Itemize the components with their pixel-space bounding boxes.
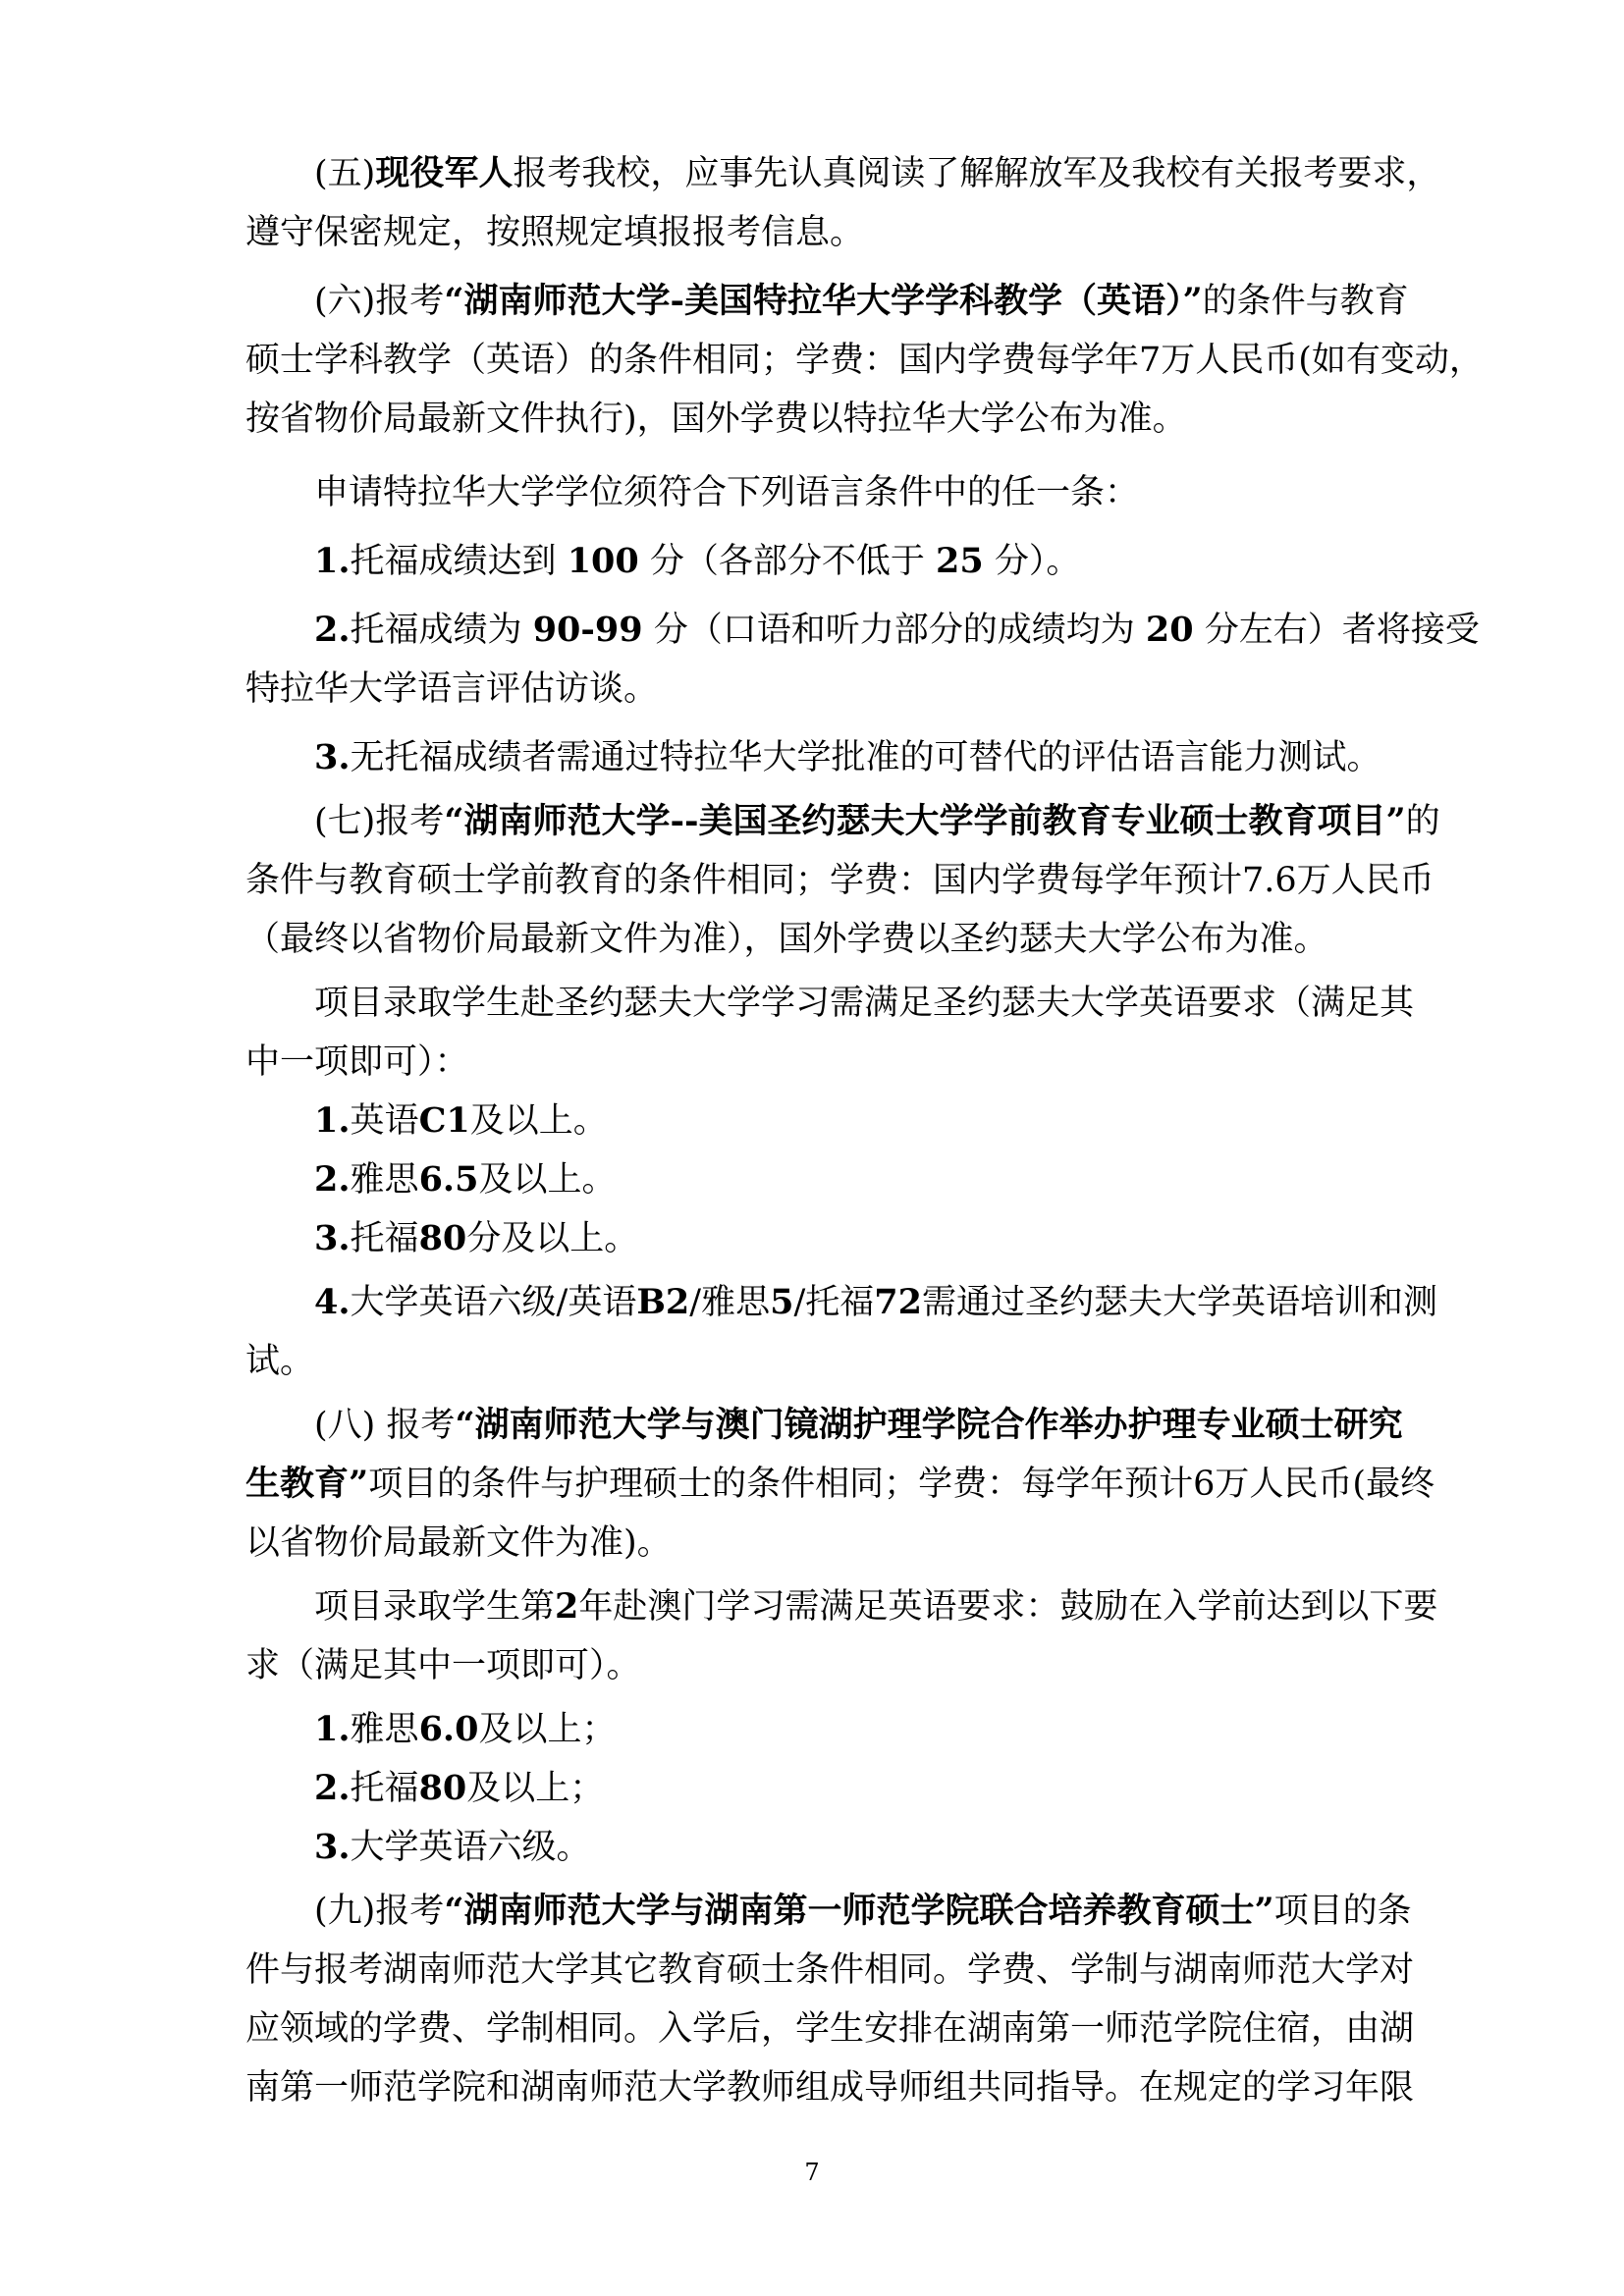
text-line xyxy=(245,2063,1415,2112)
text-line xyxy=(245,336,1484,385)
text-run: 遵守保密规定，按照规定填报报考信息。 xyxy=(245,213,865,252)
text-line xyxy=(314,1401,1403,1450)
text-run: 大学英语六级。 xyxy=(350,1828,591,1867)
bold-text: 1. xyxy=(314,1100,351,1141)
bold-text: 3. xyxy=(314,1827,351,1867)
text-run: 应领域的学费、学制相同。入学后，学生安排在湖南第一师范学院住宿，由湖 xyxy=(245,2009,1415,2049)
bold-text: 现役军人 xyxy=(375,153,514,193)
text-run: (八) 报考 xyxy=(314,1406,456,1445)
text-line xyxy=(314,1887,1412,1936)
text-run: 按省物价局最新文件执行)，国外学费以特拉华大学公布为准。 xyxy=(245,400,1187,439)
page-number: 7 xyxy=(804,2159,820,2186)
text-run: 项目录取学生第 xyxy=(314,1587,556,1627)
text-line xyxy=(245,1946,1415,1995)
text-run: 及以上。 xyxy=(478,1160,617,1200)
text-run: 条件与教育硕士学前教育的条件相同；学费：国内学费每学年预计7.6万人民币 xyxy=(245,861,1435,900)
text-run: 托福 xyxy=(350,1219,419,1258)
bold-text: 2. xyxy=(314,1159,351,1200)
bold-text: 90-99 xyxy=(532,610,643,650)
text-line xyxy=(314,1764,1384,1813)
bold-text: B2 xyxy=(636,1282,690,1322)
text-run: (五) xyxy=(314,154,376,193)
text-run: （最终以省物价局最新文件为准），国外学费以圣约瑟夫大学公布为准。 xyxy=(245,920,1328,959)
text-run: 分左右）者将接受 xyxy=(1193,611,1480,650)
text-line xyxy=(245,208,1384,257)
bold-text: 5 xyxy=(770,1282,794,1322)
text-line xyxy=(245,665,1384,714)
text-run: 大学英语六级/英语 xyxy=(350,1283,637,1322)
text-line xyxy=(314,979,1415,1028)
text-run: (六)报考 xyxy=(314,282,445,321)
text-run: 件与报考湖南师范大学其它教育硕士条件相同。学费、学制与湖南师范大学对 xyxy=(245,1950,1415,1990)
text-run: 的条件与教育 xyxy=(1202,282,1409,321)
text-line xyxy=(314,149,1441,198)
text-line xyxy=(314,797,1440,846)
text-run: 求（满足其中一项即可）。 xyxy=(245,1646,641,1685)
bold-text: 2. xyxy=(314,610,351,650)
text-line xyxy=(245,856,1435,905)
bold-text: C1 xyxy=(418,1100,470,1141)
text-run: 分（口语和听力部分的成绩均为 xyxy=(642,611,1146,650)
text-run: (九)报考 xyxy=(314,1892,445,1931)
text-run: 需通过圣约瑟夫大学英语培训和测 xyxy=(921,1283,1437,1322)
bold-text: “湖南师范大学-美国特拉华大学学科教学（英语）” xyxy=(444,281,1203,321)
bold-text: 3. xyxy=(314,1218,351,1258)
text-run: 分（各部分不低于 xyxy=(638,542,937,581)
text-line xyxy=(245,915,1384,964)
bold-text: 6.5 xyxy=(418,1159,479,1200)
bold-text: 72 xyxy=(874,1282,922,1322)
text-run: 雅思 xyxy=(350,1710,419,1749)
text-run: 雅思 xyxy=(350,1160,419,1200)
bold-text: 100 xyxy=(567,541,639,581)
text-run: 南第一师范学院和湖南师范大学教师组成导师组共同指导。在规定的学习年限 xyxy=(245,2068,1415,2108)
text-line xyxy=(314,537,1384,586)
text-line xyxy=(314,1278,1437,1327)
text-line xyxy=(314,277,1409,326)
bold-text: “湖南师范大学--美国圣约瑟夫大学学前教育专业硕士教育项目” xyxy=(444,801,1406,841)
text-run: 及以上； xyxy=(466,1769,605,1808)
text-line xyxy=(314,733,1384,782)
bold-text: 1. xyxy=(314,1709,351,1749)
text-line xyxy=(245,1038,1384,1087)
text-line xyxy=(245,395,1384,444)
bold-text: 25 xyxy=(936,541,984,581)
bold-text: 生教育” xyxy=(245,1464,369,1504)
bold-text: 6.0 xyxy=(418,1709,479,1749)
text-run: 项目的条 xyxy=(1273,1892,1412,1931)
text-line xyxy=(314,1214,1384,1263)
text-run: 分及以上。 xyxy=(466,1219,639,1258)
text-line xyxy=(245,1460,1435,1509)
bold-text: 20 xyxy=(1145,610,1194,650)
text-run: 项目录取学生赴圣约瑟夫大学学习需满足圣约瑟夫大学英语要求（满足其 xyxy=(314,984,1415,1023)
text-run: 硕士学科教学（英语）的条件相同；学费：国内学费每学年7万人民币(如有变动， xyxy=(245,341,1484,380)
text-run: 以省物价局最新文件为准)。 xyxy=(245,1523,672,1563)
text-line xyxy=(245,1337,1384,1386)
text-run: 项目的条件与护理硕士的条件相同；学费：每学年预计6万人民币(最终 xyxy=(368,1465,1435,1504)
text-line xyxy=(314,606,1480,655)
text-line xyxy=(314,1582,1438,1631)
bold-text: 80 xyxy=(418,1768,467,1808)
bold-text: “湖南师范大学与湖南第一师范学院联合培养教育硕士” xyxy=(444,1891,1274,1931)
text-line xyxy=(314,1155,1384,1204)
text-run: 报考我校，应事先认真阅读了解解放军及我校有关报考要求， xyxy=(513,154,1441,193)
bold-text: 4. xyxy=(314,1282,351,1322)
text-run: 无托福成绩者需通过特拉华大学批准的可替代的评估语言能力测试。 xyxy=(350,738,1381,777)
text-line xyxy=(314,468,1384,517)
text-line xyxy=(245,1519,1384,1568)
text-run: 英语 xyxy=(350,1101,419,1141)
bold-text: 3. xyxy=(314,737,351,777)
bold-text: 2. xyxy=(314,1768,351,1808)
text-run: 特拉华大学语言评估访谈。 xyxy=(245,669,659,709)
text-run: /托福 xyxy=(793,1283,875,1322)
text-run: 及以上。 xyxy=(469,1101,608,1141)
bold-text: 2 xyxy=(555,1586,579,1627)
text-run: 分）。 xyxy=(983,542,1081,581)
text-line xyxy=(245,1641,1384,1690)
text-run: 托福成绩为 xyxy=(350,611,533,650)
text-run: /雅思 xyxy=(689,1283,771,1322)
text-line xyxy=(245,2004,1415,2054)
bold-text: 1. xyxy=(314,541,351,581)
text-run: 的 xyxy=(1405,802,1440,841)
text-run: 年赴澳门学习需满足英语要求：鼓励在入学前达到以下要 xyxy=(578,1587,1438,1627)
text-run: 中一项即可）： xyxy=(245,1042,469,1082)
bold-text: 80 xyxy=(418,1218,467,1258)
text-run: (七)报考 xyxy=(314,802,445,841)
text-run: 托福成绩达到 xyxy=(350,542,568,581)
text-run: 申请特拉华大学学位须符合下列语言条件中的任一条： xyxy=(314,473,1140,512)
text-line xyxy=(314,1705,1384,1754)
text-run: 试。 xyxy=(245,1342,315,1381)
text-run: 及以上； xyxy=(478,1710,617,1749)
text-run: 托福 xyxy=(350,1769,419,1808)
bold-text: “湖南师范大学与澳门镜湖护理学院合作举办护理专业硕士研究 xyxy=(455,1405,1403,1445)
text-line xyxy=(314,1823,1384,1872)
text-line xyxy=(314,1096,1384,1146)
